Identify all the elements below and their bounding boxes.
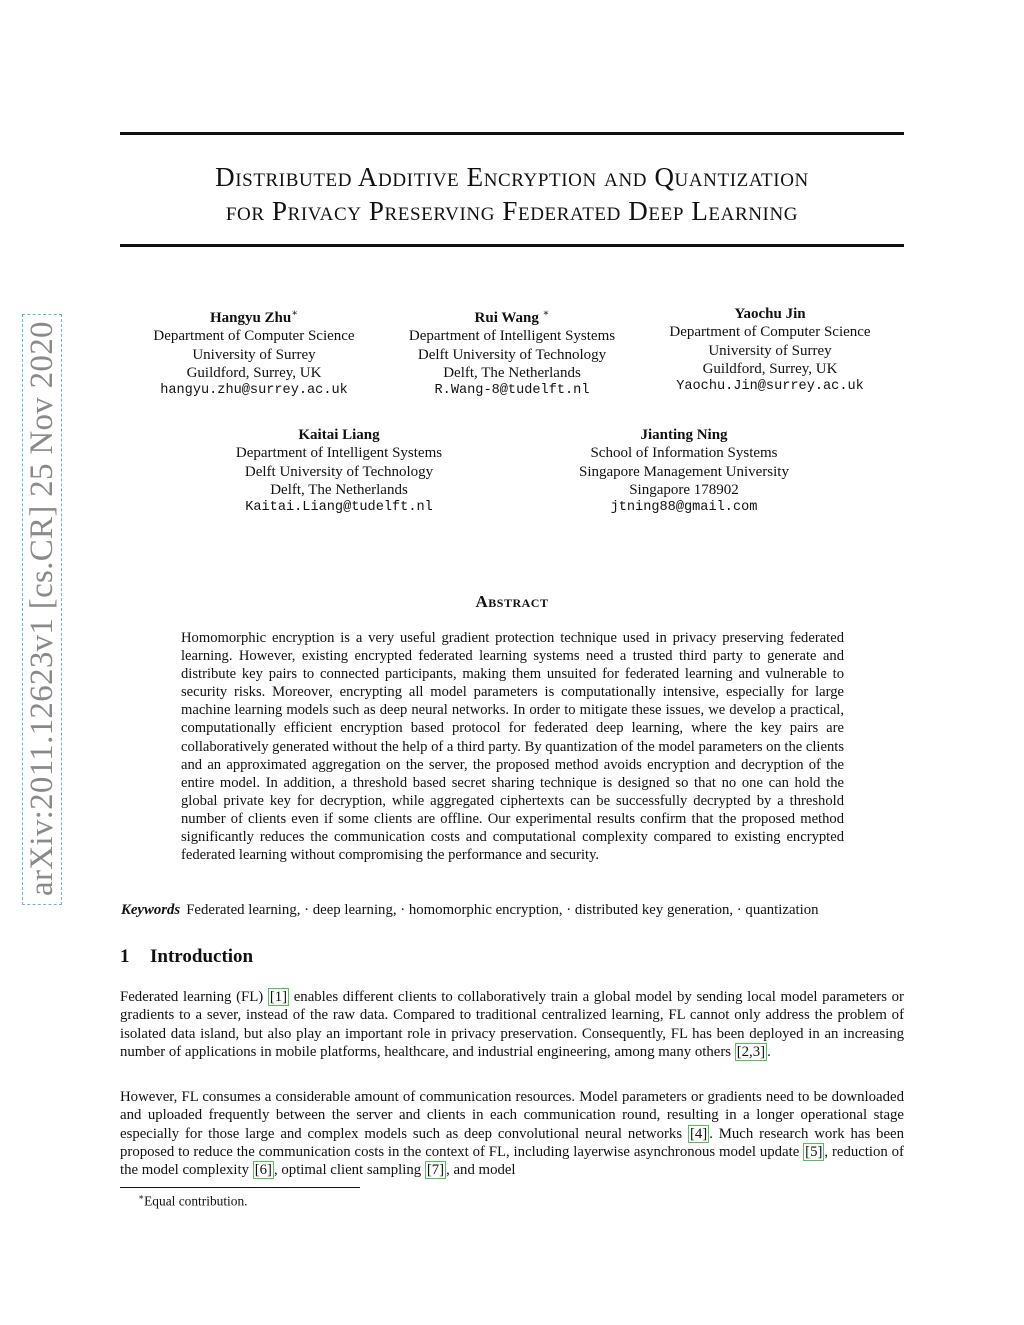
- author-location: Delft, The Netherlands: [443, 364, 581, 381]
- author-location: Guildford, Surrey, UK: [702, 360, 838, 377]
- title-bottom-rule: [120, 244, 904, 247]
- author-email[interactable]: R.Wang-8@tudelft.nl: [434, 383, 590, 399]
- author-email[interactable]: Kaitai.Liang@tudelft.nl: [245, 500, 433, 516]
- author-name: Hangyu Zhu∗: [209, 308, 299, 326]
- intro-paragraph-1: Federated learning (FL) [1] enables different clients to collaboratively train a global model by sending local model parameters or gradients to a sever, instead of the raw data. Compared to traditional centralized learning, FL cannot only address the problem of isolated data island, but also play an important role in privacy preservation. Consequently, FL has been deployed in an increasing number of applications in mobile platforms, healthcare, and industrial engineering, among many others [2,3] .: [120, 989, 904, 1060]
- keywords-line: [121, 902, 819, 919]
- section-number: 1: [120, 946, 130, 967]
- author-email[interactable]: hangyu.zhu@surrey.ac.uk: [160, 383, 348, 399]
- author-organization: Delft University of Technology: [417, 346, 607, 363]
- author-department: Department of Computer Science: [153, 328, 355, 345]
- citation-link[interactable]: [1]: [269, 989, 288, 1005]
- author-block-5: [559, 426, 809, 517]
- author-department: School of Information Systems: [590, 445, 778, 462]
- footnote: [138, 1192, 248, 1209]
- author-location: Guildford, Surrey, UK: [186, 364, 322, 381]
- section-heading-introduction: [120, 946, 253, 968]
- citation-link[interactable]: [7]: [426, 1162, 445, 1179]
- abstract-text: Homomorphic encryption is a very useful gradient protection technique used in privacy preserving federated learning. However, existing encrypted federated learning systems need a trusted third party to generate and distribute key pairs to connected participants, making them unsuited for federated learning and vulnerable to security risks. Moreover, encrypting all model parameters is computationally intensive, especially for large machine learning models such as deep neural networks. In order to mitigate these issues, we develop a practical, computationally efficient encryption based protocol for federated deep learning, where the key pairs are collaboratively generated without the help of a third party. By quantization of the model parameters on the clients and an approximated aggregation on the server, the proposed method avoids encryption and decryption of the entire model. In addition, a threshold based secret sharing technique is designed so that no one can hold the global private key for decryption, while aggregated ciphertexts can be successfully decrypted by a threshold number of clients even if some clients are offline. Our experimental results confirm that the proposed method significantly reduces the communication costs and computational complexity compared to existing encrypted federated learning without compromising the performance and security.: [181, 630, 844, 864]
- citation-link[interactable]: [5]: [805, 1143, 823, 1160]
- author-department: Department of Intelligent Systems: [408, 328, 616, 345]
- author-name: Rui Wang ∗: [474, 308, 550, 326]
- citation-link[interactable]: [6]: [254, 1162, 272, 1179]
- author-organization: Singapore Management University: [579, 463, 789, 480]
- keywords-text: Federated learning, · deep learning, · homomorphic encryption, · distributed key generation, · quantization: [186, 902, 819, 918]
- footnote-mark: ∗: [138, 1192, 145, 1202]
- author-organization: University of Surrey: [708, 342, 832, 359]
- citation-link[interactable]: [2,3]: [736, 1043, 766, 1060]
- author-location: Delft, The Netherlands: [270, 481, 408, 498]
- author-block-3: [650, 305, 890, 396]
- author-organization: Delft University of Technology: [244, 463, 434, 480]
- citation-link[interactable]: [4]: [689, 1125, 708, 1142]
- title-line-1: Distributed Additive Encryption and Quantization: [215, 162, 809, 192]
- author-name: Jianting Ning: [640, 427, 728, 443]
- footnote-rule: [120, 1187, 360, 1188]
- author-department: Department of Intelligent Systems: [235, 445, 443, 462]
- title-top-rule: [120, 132, 904, 135]
- author-organization: University of Surrey: [192, 346, 316, 363]
- author-block-2: [392, 305, 632, 400]
- arxiv-identifier-stamp: arXiv:2011.12623v1 [cs.CR] 25 Nov 2020: [22, 314, 62, 905]
- author-block-1: [134, 305, 374, 400]
- intro-paragraph-2: However, FL consumes a considerable amount of communication resources. Model parameters or gradients need to be downloaded and uploaded frequently between the server and clients in each communication round, resulting in a longer operational stage especially for those large and complex models such as deep convolutional neural networks [4] . Much research work has been proposed to reduce the communication costs in the context of FL, including layerwise asynchronous model update [5] , reduction of the model complexity [6] , optimal client sampling [7] , and model: [120, 1089, 904, 1179]
- author-email[interactable]: jtning88@gmail.com: [610, 500, 758, 516]
- author-name: Kaitai Liang: [298, 427, 380, 443]
- keywords-label: Keywords: [121, 902, 181, 918]
- abstract-heading: Abstract: [475, 592, 549, 611]
- author-email[interactable]: Yaochu.Jin@surrey.ac.uk: [676, 379, 864, 395]
- author-department: Department of Computer Science: [669, 324, 871, 341]
- author-location: Singapore 178902: [629, 481, 739, 498]
- author-block-4: [219, 426, 459, 517]
- footnote-text: Equal contribution.: [144, 1193, 248, 1209]
- author-name: Yaochu Jin: [734, 306, 806, 322]
- title-line-2: for Privacy Preserving Federated Deep Learning: [225, 196, 799, 226]
- paper-title: [120, 160, 904, 228]
- section-title: Introduction: [150, 946, 254, 967]
